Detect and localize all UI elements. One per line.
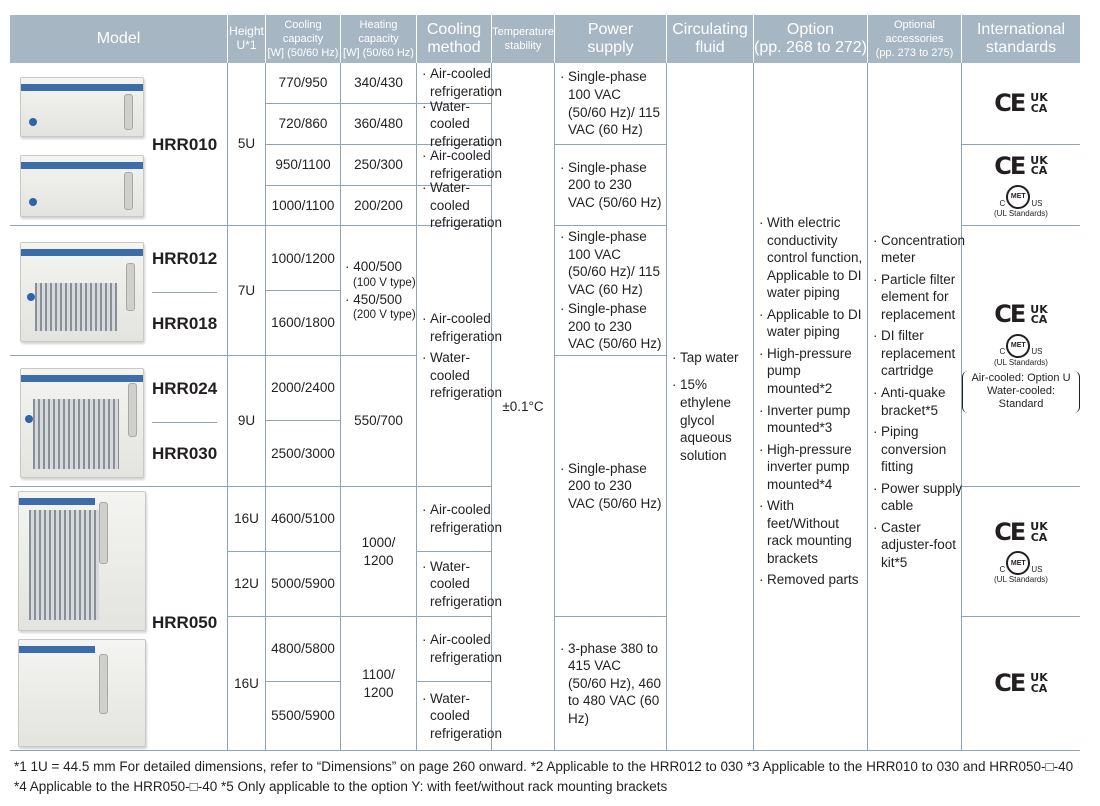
power-supply-cell [555,617,667,751]
model-name: HRR018 [152,314,218,333]
model-name: HRR010 [152,135,218,154]
ce-mark-icon: CE [994,151,1025,180]
header-cooling-capacity [266,15,341,63]
cooling-method-cell [417,682,503,751]
chiller-photo [20,368,144,478]
cooling-capacity-cell [266,487,341,552]
header-power-supply-label: Power supply [587,20,634,56]
footnote-line: *1 1U = 44.5 mm For detailed dimensions, refer to “Dimensions” on page 260 onward. *2 Applicable to the HRR012 to 030 *3 Applicable to the HRR010 to 030 and HRR050-□-40 [14,759,1074,774]
header-cooling-capacity-label: Cooling capacity [282,18,324,45]
cooling-capacity-value: 2000/2400 [271,380,335,396]
cooling-method-cell [417,226,503,487]
heating-capacity-cell [341,104,417,145]
standards-note-air: Air-cooled: Option U [971,372,1071,384]
model-divider [152,422,217,423]
option-item: · Removed parts [758,571,863,589]
option-item: · Applicable to DI water piping [758,306,863,341]
header-accessories-label: Optional accessories [885,18,944,45]
met-circle: MET [1006,551,1030,575]
heating-capacity-cell [341,186,417,226]
cooling-capacity-cell [266,226,341,291]
heating-capacity-value: 340/430 [354,75,403,91]
circulating-fluid-cell [667,63,754,751]
circulating-fluid-value: · 15% ethylene glycol aqueous solution [671,376,749,464]
option-item: · With electric conductivity control function, Applicable to DI water piping [758,214,863,302]
cooling-method-value: · Air-cooled refrigeration [421,65,502,100]
cooling-method-cell [417,487,503,552]
model-cell-hrr024-030 [10,356,228,487]
standards-cell [962,487,1080,617]
option-item: · With feet/Without rack mounting brackets [758,497,863,567]
ukca-bottom: CA [1030,101,1048,115]
model-name: HRR050 [152,613,218,632]
header-heating-capacity [341,15,417,63]
accessory-item: · Anti-quake bracket*5 [872,384,965,419]
model-name: HRR030 [152,444,218,463]
chiller-photo [18,491,146,631]
cooling-method-cell [417,98,503,149]
cooling-capacity-cell [266,421,341,487]
ce-mark-icon: CE [994,88,1025,117]
met-mark-icon [994,185,1048,219]
ce-ukca-marks [994,299,1047,330]
met-us: US [1031,565,1043,574]
header-cooling-method [417,15,492,63]
height-cell [228,356,266,487]
footnotes [14,757,1073,797]
height-value: 5U [237,136,256,152]
spec-table [10,15,1090,751]
met-mark-icon [994,551,1048,585]
model-divider [152,292,217,293]
height-value: 12U [234,576,259,592]
ukca-top: UK [1030,302,1048,316]
model-cell-hrr050 [10,487,228,751]
heating-capacity-note: (200 V type) [353,309,416,322]
ukca-mark-icon [1030,93,1047,114]
heating-capacity-value: 250/300 [354,157,403,173]
ce-mark-icon: CE [994,518,1025,547]
option-cell [754,63,868,751]
standards-cell [962,617,1080,751]
power-supply-value: · Single-phase 200 to 230 VAC (50/60 Hz) [559,159,662,212]
heating-capacity-cell [341,63,417,104]
power-supply-value: · Single-phase 100 VAC (50/60 Hz)/ 115 VAC (60 Hz) [559,68,662,138]
ce-ukca-marks [994,668,1047,699]
ul-standards-label: (UL Standards) [994,357,1048,367]
cooling-method-value: · Air-cooled refrigeration [421,147,502,182]
ukca-mark-icon [1030,302,1048,327]
met-circle: MET [1006,185,1030,209]
chiller-photo [20,155,144,217]
standards-note [962,371,1080,413]
heating-capacity-value: 200/200 [354,197,403,213]
header-heating-capacity-label: Heating capacity [358,18,399,45]
ce-ukca-marks [994,517,1047,548]
ul-standards-label: (UL Standards) [994,208,1048,218]
header-option [754,15,868,63]
header-option-label: Option [786,20,835,38]
header-intl-label: International standards [976,20,1066,56]
chiller-photo [20,77,144,137]
header-temp-stability [492,15,555,63]
ce-ukca-marks [994,151,1047,182]
chiller-photo [20,242,144,342]
header-circulating-fluid [667,15,754,63]
met-circle: MET [1006,334,1030,358]
option-item: · High-pressure pump mounted*2 [758,345,863,398]
heating-capacity-cell [341,487,417,617]
cooling-capacity-value: 1000/1100 [271,197,335,213]
heating-capacity-value: 1100/ 1200 [362,666,395,700]
height-cell [228,226,266,356]
accessories-cell [868,63,966,751]
accessory-item: · Power supply cable [872,480,965,515]
heating-capacity-value: 1000/ 1200 [361,534,396,568]
height-cell [228,552,266,617]
ce-mark-icon: CE [994,668,1025,697]
header-circulating-fluid-label: Circulating fluid [672,20,748,56]
heating-capacity-cell [341,226,417,356]
heating-capacity-cell [341,145,417,186]
option-item: · High-pressure inverter pump mounted*4 [758,441,863,494]
ukca-bottom: CA [1030,164,1048,178]
ukca-bottom: CA [1030,681,1048,695]
model-name: HRR024 [152,379,218,398]
temperature-stability-value: ±0.1°C [502,398,544,414]
cooling-method-cell [417,552,503,617]
heating-capacity-value: 550/700 [354,413,403,429]
header-cooling-method-label: Cooling method [426,20,482,56]
ukca-bottom: CA [1030,313,1048,327]
power-supply-cell [555,226,667,356]
power-supply-value: · 3-phase 380 to 415 VAC (50/60 Hz), 460 to 480 VAC (60 Hz) [559,640,662,728]
cooling-method-value: · Water- cooled refrigeration [421,349,502,402]
cooling-capacity-value: 770/950 [278,75,328,91]
cooling-capacity-value: 5500/5900 [271,708,335,724]
header-accessories-sub: (pp. 273 to 275) [875,47,954,60]
ce-mark-icon: CE [994,300,1025,329]
cooling-capacity-cell [266,617,341,682]
standards-note-water: Water-cooled: Standard [986,385,1056,411]
header-option-sub: (pp. 268 to 272) [754,39,867,56]
header-height-sub: U*1 [236,38,257,52]
standards-cell [962,145,1080,226]
accessory-item: · Caster adjuster-foot kit*5 [872,519,965,572]
ukca-mark-icon [1030,153,1048,178]
ukca-top: UK [1030,520,1048,534]
ukca-top: UK [1030,91,1048,105]
header-temp-stability-label: Temperature stability [492,25,554,52]
accessory-item: · Piping conversion fitting [872,423,965,476]
heating-capacity-value: 400/500 [353,259,403,275]
cooling-capacity-value: 950/1100 [275,157,331,173]
cooling-method-value: · Air-cooled refrigeration [421,310,502,345]
cooling-method-cell [417,617,503,682]
power-supply-cell [555,63,667,145]
cooling-capacity-cell [266,682,341,751]
standards-cell [962,63,1080,145]
cooling-capacity-cell [266,63,341,104]
height-cell [228,487,266,552]
ukca-mark-icon [1030,522,1047,543]
standards-cell [962,226,1080,487]
heating-capacity-cell [341,617,417,751]
cooling-capacity-cell [266,104,341,145]
header-accessories [868,15,962,63]
height-cell [228,617,266,751]
power-supply-value: · Single-phase 200 to 230 VAC (50/60 Hz) [559,460,662,513]
height-value: 16U [234,675,259,691]
cooling-method-cell [417,180,503,231]
circulating-fluid-value: · Tap water [671,349,749,367]
cooling-method-value: · Air-cooled refrigeration [421,501,502,536]
header-model [10,15,228,63]
power-supply-value: · Single-phase 200 to 230 VAC (50/60 Hz) [559,300,662,353]
chiller-photo [18,639,146,747]
cooling-capacity-cell [266,291,341,356]
height-value: 16U [234,511,259,527]
cooling-capacity-value: 4800/5800 [271,641,335,657]
heating-capacity-value: · 400/500 [345,259,403,275]
ukca-top: UK [1030,153,1048,167]
cooling-method-value: · Air-cooled refrigeration [421,631,502,666]
cooling-capacity-cell [266,186,341,226]
cooling-capacity-cell [266,356,341,421]
ul-standards-label: (UL Standards) [994,575,1048,585]
cooling-capacity-value: 2500/3000 [271,445,335,461]
height-value: 9U [237,413,256,429]
model-cell-hrr012-018 [10,226,228,356]
heating-capacity-note: (100 V type) [353,276,416,289]
ce-ukca-marks [994,88,1047,119]
cooling-method-value: · Water-cooled refrigeration [421,179,502,232]
heating-capacity-cell [341,356,417,487]
height-value: 7U [237,282,256,298]
ukca-top: UK [1030,671,1048,685]
cooling-capacity-value: 5000/5900 [271,576,335,592]
cooling-method-value: · Water- cooled refrigeration [421,690,502,743]
heating-capacity-value: 450/500 [353,291,403,307]
header-height-label: Height [229,24,264,39]
power-supply-value: · Single-phase 100 VAC (50/60 Hz)/ 115 VAC (60 Hz) [559,228,662,298]
met-c: C [999,198,1006,208]
cooling-method-value: · Water-cooled refrigeration [421,98,502,151]
cooling-capacity-value: 1600/1800 [271,315,335,331]
ukca-mark-icon [1030,673,1047,694]
header-height [228,15,266,63]
header-heating-capacity-sub: [W] (50/60 Hz) [343,47,414,60]
model-name: HRR012 [152,249,218,268]
heating-capacity-value: · 450/500 [345,291,403,307]
met-c: C [999,347,1006,357]
accessory-item: · Concentration meter [872,232,965,267]
power-supply-cell [555,145,667,226]
power-supply-cell [555,356,667,617]
cooling-method-value: · Water- cooled refrigeration [421,558,502,611]
accessory-item: · DI filter replacement cartridge [872,327,965,380]
height-cell [228,63,266,226]
header-international-standards [962,15,1080,63]
footnote-line: *4 Applicable to the HRR050-□-40 *5 Only applicable to the option Y: with feet/without rack mounting brackets [14,779,668,794]
heating-capacity-value: 360/480 [354,116,403,132]
option-item: · Inverter pump mounted*3 [758,402,863,437]
met-us: US [1031,347,1043,357]
cooling-capacity-value: 4600/5100 [271,511,335,527]
header-cooling-capacity-sub: [W] (50/60 Hz) [267,47,339,60]
ukca-bottom: CA [1030,530,1048,544]
cooling-capacity-value: 1000/1200 [271,251,335,266]
accessory-item: · Particle filter element for replacement [872,271,965,324]
cooling-capacity-cell [266,552,341,617]
header-power-supply [555,15,667,63]
header-model-label: Model [96,29,141,47]
met-us: US [1031,198,1043,208]
met-mark-icon [994,334,1048,368]
met-c: C [999,565,1006,574]
cooling-capacity-cell [266,145,341,186]
cooling-capacity-value: 720/860 [278,116,328,132]
model-cell-hrr010 [10,63,228,226]
